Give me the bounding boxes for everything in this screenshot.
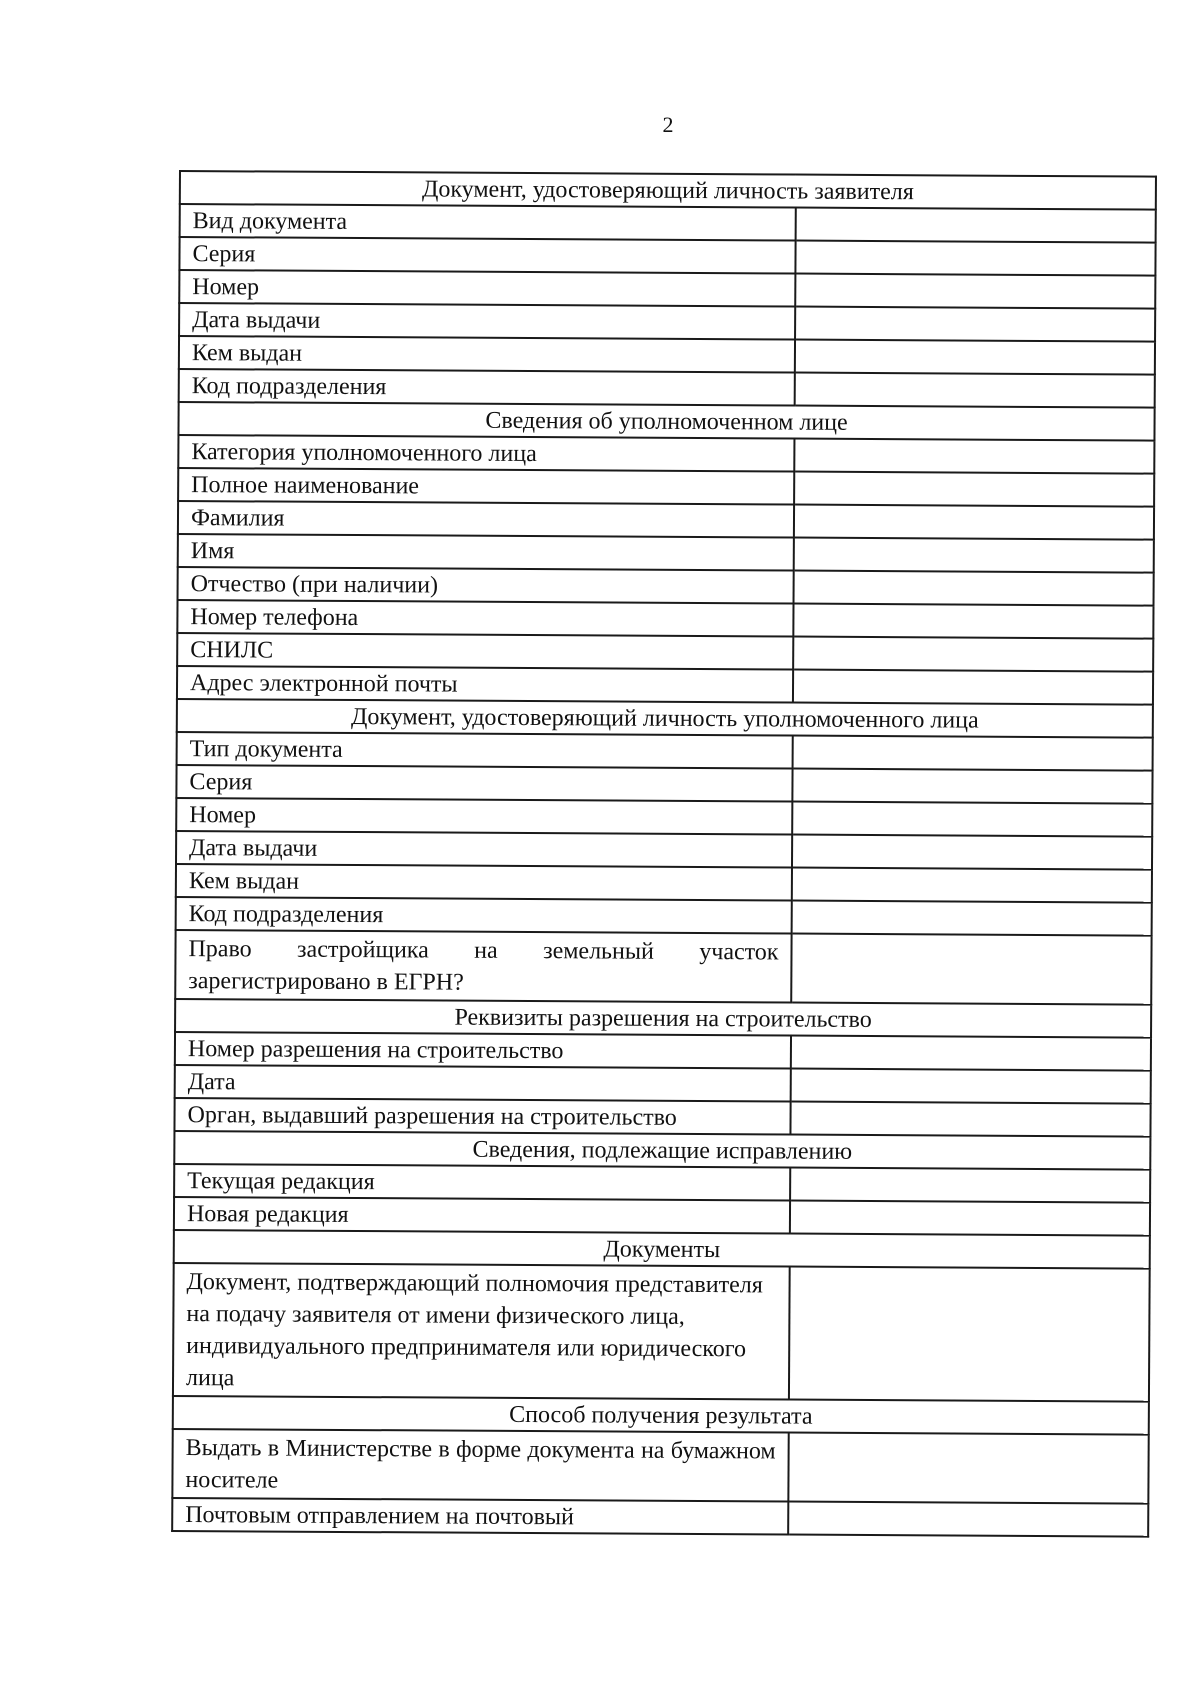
field-label: Номер разрешения на строительство: [175, 1032, 791, 1069]
field-label: Полное наименование: [178, 468, 794, 505]
field-label: Номер: [179, 270, 795, 307]
field-value-cell[interactable]: [794, 472, 1154, 507]
field-label: Код подразделения: [179, 369, 795, 406]
section-title: Реквизиты разрешения на строительство: [175, 999, 1151, 1038]
form-row: [175, 930, 1151, 1005]
form-row: [173, 1263, 1150, 1402]
section-title: Документ, удостоверяющий личность уполномоченного лица: [177, 699, 1153, 738]
field-value-cell[interactable]: [792, 802, 1152, 837]
field-label: Право застройщика на земельный участок зарегистрировано в ЕГРН?: [175, 930, 791, 1003]
form-row: [174, 1197, 1150, 1236]
field-label: СНИЛС: [177, 633, 793, 670]
section-title: Сведения, подлежащие исправлению: [174, 1131, 1150, 1170]
field-label: Почтовым отправлением на почтовый: [172, 1498, 788, 1535]
form-row: [176, 765, 1152, 804]
field-label: Кем выдан: [176, 864, 792, 901]
field-value-cell[interactable]: [795, 340, 1155, 375]
field-label: Вид документа: [180, 204, 796, 241]
form-row: [178, 468, 1154, 507]
field-value-cell[interactable]: [791, 1069, 1151, 1104]
form-row: [180, 204, 1156, 243]
field-label: Документ, подтверждающий полномочия представителя на подачу заявителя от имени физического лица, индивидуального предпринимателя или юридического лица: [173, 1263, 790, 1400]
field-value-cell[interactable]: [789, 1267, 1150, 1402]
field-label: Номер телефона: [177, 600, 793, 637]
form-row: [179, 270, 1155, 309]
application-form-table: [171, 170, 1157, 1538]
field-value-cell[interactable]: [795, 274, 1155, 309]
form-row: [179, 336, 1155, 375]
field-label: Дата: [175, 1065, 791, 1102]
field-value-cell[interactable]: [794, 538, 1154, 573]
field-value-cell[interactable]: [794, 439, 1154, 474]
form-row: [177, 732, 1153, 771]
field-label: Дата выдачи: [179, 303, 795, 340]
form-row: [179, 369, 1155, 408]
field-value-cell[interactable]: [792, 868, 1152, 903]
field-label: Кем выдан: [179, 336, 795, 373]
field-value-cell[interactable]: [788, 1502, 1148, 1537]
field-value-cell[interactable]: [795, 373, 1155, 408]
form-row: [178, 501, 1154, 540]
field-label: Выдать в Министерстве в форме документа на бумажном носителе: [172, 1429, 788, 1502]
form-row: [179, 237, 1155, 276]
form-row: [178, 435, 1154, 474]
section-header-result-delivery: [173, 1396, 1149, 1435]
section-title: Документы: [174, 1230, 1150, 1269]
section-title: Документ, удостоверяющий личность заявителя: [180, 171, 1156, 210]
field-value-cell[interactable]: [793, 637, 1153, 672]
form-row: [172, 1498, 1148, 1537]
section-header-construction-permit: [175, 999, 1151, 1038]
field-value-cell[interactable]: [792, 901, 1152, 936]
field-value-cell[interactable]: [793, 604, 1153, 639]
page-number: 2: [662, 112, 674, 137]
section-header-documents: [174, 1230, 1150, 1269]
section-title: Сведения об уполномоченном лице: [178, 402, 1154, 441]
field-value-cell[interactable]: [793, 670, 1153, 705]
form-row: [177, 633, 1153, 672]
section-header-corrections: [174, 1131, 1150, 1170]
field-label: Дата выдачи: [176, 831, 792, 868]
field-value-cell[interactable]: [790, 1168, 1150, 1203]
form-row: [179, 303, 1155, 342]
field-value-cell[interactable]: [791, 934, 1151, 1005]
form-row: [175, 1032, 1151, 1071]
field-value-cell[interactable]: [795, 307, 1155, 342]
section-header-applicant-id-document: [180, 171, 1156, 210]
field-value-cell[interactable]: [794, 571, 1154, 606]
field-value-cell[interactable]: [793, 736, 1153, 771]
field-label: Серия: [176, 765, 792, 802]
field-value-cell[interactable]: [796, 208, 1156, 243]
form-row: [177, 600, 1153, 639]
field-value-cell[interactable]: [788, 1433, 1148, 1504]
field-value-cell[interactable]: [792, 835, 1152, 870]
form-row: [178, 534, 1154, 573]
field-value-cell[interactable]: [794, 505, 1154, 540]
field-label: Орган, выдавший разрешения на строительство: [174, 1098, 790, 1135]
section-title: Способ получения результата: [173, 1396, 1149, 1435]
field-label: Номер: [176, 798, 792, 835]
field-label: Код подразделения: [176, 897, 792, 934]
field-value-cell[interactable]: [790, 1102, 1150, 1137]
form-row: [178, 567, 1154, 606]
field-value-cell[interactable]: [791, 1036, 1151, 1071]
field-label: Новая редакция: [174, 1197, 790, 1234]
form-row: [175, 1065, 1151, 1104]
form-row: [176, 831, 1152, 870]
form-row: [176, 897, 1152, 936]
form-row: [174, 1164, 1150, 1203]
field-value-cell[interactable]: [792, 769, 1152, 804]
field-label: Тип документа: [177, 732, 793, 769]
field-label: Фамилия: [178, 501, 794, 538]
form-row: [176, 864, 1152, 903]
field-label: Текущая редакция: [174, 1164, 790, 1201]
field-label: Категория уполномоченного лица: [178, 435, 794, 472]
form-row: [177, 666, 1153, 705]
form-row: [174, 1098, 1150, 1137]
form-row: [172, 1429, 1148, 1504]
field-label: Отчество (при наличии): [178, 567, 794, 604]
field-value-cell[interactable]: [790, 1201, 1150, 1236]
field-label: Серия: [179, 237, 795, 274]
form-row: [176, 798, 1152, 837]
field-label: Имя: [178, 534, 794, 571]
section-header-authorized-person: [178, 402, 1154, 441]
field-label: Адрес электронной почты: [177, 666, 793, 703]
section-header-authorized-person-id-document: [177, 699, 1153, 738]
field-value-cell[interactable]: [795, 241, 1155, 276]
